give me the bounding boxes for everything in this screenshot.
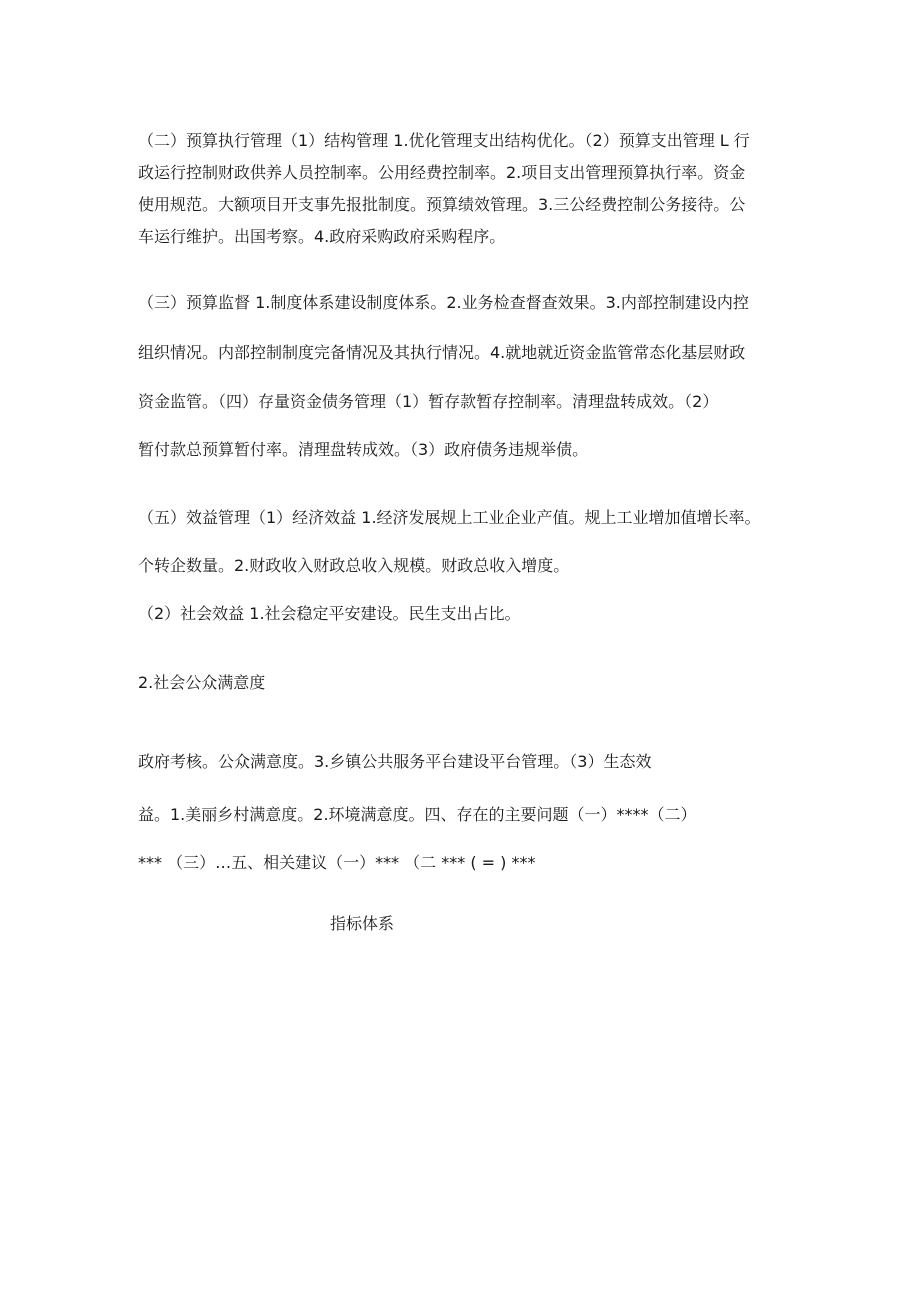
- paragraph-5-line-3: *** （三）…五、相关建议（一）*** （二 *** ( = ) ***: [138, 853, 536, 872]
- paragraph-2-line-4: 暂付款总预算暂付率。清理盘转成效。（3）政府债务违规举债。: [138, 440, 589, 459]
- paragraph-3-line-3: （2）社会效益 1.社会稳定平安建设。民生支出占比。: [138, 604, 521, 623]
- paragraph-3-line-2: 个转企数量。2.财政收入财政总收入规模。财政总收入增度。: [138, 556, 570, 575]
- paragraph-3-line-1: （五）效益管理（1）经济效益 1.经济发展规上工业企业产值。规上工业增加值增长率。: [138, 508, 761, 527]
- paragraph-4-line-1: 2.社会公众满意度: [138, 673, 266, 692]
- paragraph-1-line-1: （二）预算执行管理（1）结构管理 1.优化管理支出结构优化。（2）预算支出管理 L 行: [138, 131, 750, 150]
- paragraph-5-line-2: 益。1.美丽乡村满意度。2.环境满意度。四、存在的主要问题（一）****（二）: [138, 805, 697, 824]
- paragraph-2-line-2: 组织情况。内部控制制度完备情况及其执行情况。4.就地就近资金监管常态化基层财政: [138, 343, 746, 362]
- paragraph-1-line-3: 使用规范。大额项目开支事先报批制度。预算绩效管理。3.三公经费控制公务接待。公: [138, 195, 746, 214]
- paragraph-1-line-2: 政运行控制财政供养人员控制率。公用经费控制率。2.项目支出管理预算执行率。资金: [138, 163, 746, 182]
- paragraph-2-line-3: 资金监管。（四）存量资金债务管理（1）暂存款暂存控制率。清理盘转成效。（2）: [138, 392, 719, 411]
- figure-caption: 指标体系: [330, 914, 395, 933]
- paragraph-5-line-1: 政府考核。公众满意度。3.乡镇公共服务平台建设平台管理。（3）生态效: [138, 752, 652, 771]
- paragraph-2-line-1: （三）预算监督 1.制度体系建设制度体系。2.业务检查督查效果。3.内部控制建设内控: [138, 293, 749, 312]
- paragraph-1-line-4: 车运行维护。出国考察。4.政府采购政府采购程序。: [138, 227, 506, 246]
